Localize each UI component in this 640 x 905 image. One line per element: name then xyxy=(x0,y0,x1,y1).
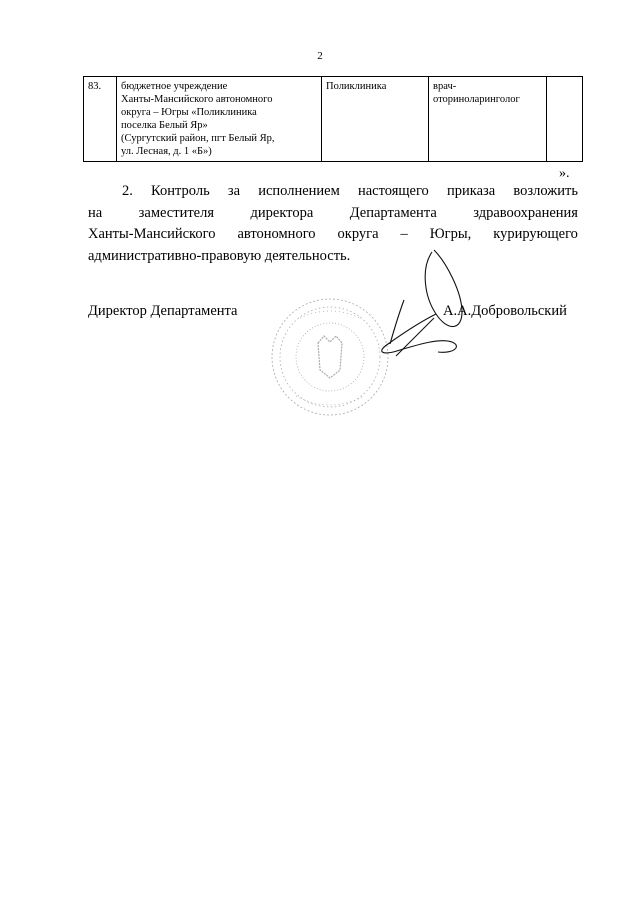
word: возложить xyxy=(513,183,578,199)
word: здравоохранения xyxy=(473,204,578,221)
institution-line: бюджетное учреждение xyxy=(121,81,228,92)
position-line: врач- xyxy=(433,81,457,92)
institution-table xyxy=(83,76,583,162)
paragraph-line xyxy=(88,224,578,246)
word: директора xyxy=(250,204,314,221)
word: Югры, xyxy=(429,226,472,242)
word: – xyxy=(400,226,408,242)
word: за xyxy=(227,183,241,199)
institution-line: (Сургутский район, пгт Белый Яр, xyxy=(121,133,275,144)
word: автономного xyxy=(237,226,316,242)
word: заместителя xyxy=(138,204,215,221)
institution-line: ул. Лесная, д. 1 «Б») xyxy=(121,146,212,157)
word: округа xyxy=(337,226,379,242)
official-seal xyxy=(272,299,388,415)
row-number-cell xyxy=(84,77,117,162)
word: курирующего xyxy=(493,226,578,242)
row-number: 83. xyxy=(88,81,102,92)
unit-name: Поликлиника xyxy=(326,81,387,92)
paragraph-control xyxy=(88,181,578,267)
paragraph-line xyxy=(88,246,578,268)
closing-quote: ». xyxy=(559,166,570,181)
word: Ханты-Мансийского xyxy=(88,226,216,242)
word: Контроль xyxy=(151,183,210,199)
word: 2. xyxy=(122,183,133,199)
institution-line: поселка Белый Яр» xyxy=(121,120,208,131)
unit-cell xyxy=(322,77,429,162)
position-line: оториноларинголог xyxy=(433,94,520,105)
word: административно-правовую деятельность. xyxy=(88,247,351,264)
word: на xyxy=(88,204,103,221)
word: Департамента xyxy=(349,204,437,221)
word: настоящего xyxy=(357,183,429,199)
word: приказа xyxy=(446,183,496,199)
table-row xyxy=(84,77,583,162)
institution-cell xyxy=(117,77,322,162)
paragraph-line xyxy=(88,203,578,225)
institution-line: Ханты-Мансийского автономного xyxy=(121,94,273,105)
position-cell xyxy=(429,77,547,162)
paragraph-line xyxy=(88,181,578,203)
signatory-name: А.А.Добровольский xyxy=(443,303,567,319)
extra-cell xyxy=(547,77,583,162)
institution-line: округа – Югры «Поликлиника xyxy=(121,107,257,118)
page-number: 2 xyxy=(317,50,323,62)
signatory-role: Директор Департамента xyxy=(88,303,238,319)
word: исполнением xyxy=(258,183,340,199)
